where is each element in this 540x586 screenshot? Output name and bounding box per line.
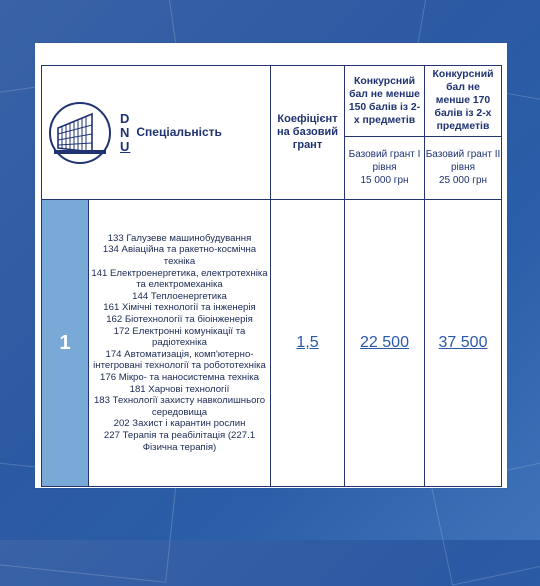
specialties-cell	[89, 200, 271, 487]
specialty-item: 134 Авіаційна та ракетно-космічна техніка	[102, 244, 257, 268]
specialty-item: 162 Біотехнології та біоінженерія	[106, 314, 253, 326]
specialty-item: 144 Теплоенергетика	[132, 290, 227, 302]
grant1-cell	[345, 136, 425, 199]
info-card	[35, 43, 507, 488]
grant1-label: Базовий грант І рівня	[348, 149, 421, 174]
row-number-cell	[42, 200, 89, 487]
coefficient-header-label: Коефіцієнт на базовий грант	[276, 113, 339, 151]
coefficient-header-cell	[271, 66, 345, 200]
specialty-header-cell	[42, 66, 271, 200]
amount150-cell	[345, 200, 425, 487]
amount150-link[interactable]: 22 500	[360, 334, 409, 351]
logo-letter-n: N	[120, 124, 131, 140]
specialty-item: 133 Галузеве машинобудування	[107, 232, 252, 244]
logo-letter-d: D	[120, 110, 131, 126]
specialty-item: 202 Захист і карантин рослин	[113, 418, 246, 430]
grant2-amount: 25 000 грн	[438, 175, 488, 187]
university-building-icon	[46, 98, 114, 168]
specialty-item: 227 Терапія та реабілітація (227.1 Фізична терапія)	[103, 429, 256, 453]
col170-header-label: Конкурсний бал не менше 170 балів із 2-х предметів	[432, 69, 494, 133]
specialty-item: 176 Мікро- та наносистемна техніка	[100, 371, 259, 383]
grant1-amount: 15 000 грн	[360, 175, 409, 187]
col150-header-label: Конкурсний бал не менше 150 балів із 2-х предметів	[348, 75, 421, 126]
specialty-item: 183 Технології захисту навколишнього середовища	[93, 395, 266, 418]
specialty-header-label: Спеціальність	[136, 125, 222, 139]
col170-header-cell	[425, 66, 502, 137]
data-row	[42, 200, 502, 487]
specialty-item: 181 Харчові технології	[129, 383, 230, 395]
coefficient-cell	[271, 200, 345, 487]
col150-header-cell	[345, 66, 425, 137]
row-number: 1	[59, 331, 71, 354]
amount170-link[interactable]: 37 500	[438, 334, 488, 351]
header-row	[42, 66, 502, 137]
amount170-cell	[425, 200, 502, 487]
specialty-item: 161 Хімічні технології та інженерія	[103, 302, 256, 314]
grant-table	[41, 65, 502, 487]
coefficient-value-link[interactable]: 1,5	[296, 334, 319, 351]
specialty-item: 141 Електроенергетика, електротехніка та електромеханіка	[91, 267, 268, 291]
logo-letter-u: U	[120, 138, 131, 154]
dnu-logo-letters	[120, 112, 130, 154]
specialty-item: 172 Електронні комунікації та радіотехніка	[113, 325, 246, 349]
grant2-cell	[425, 136, 502, 199]
grant2-label: Базовий грант ІІ рівня	[425, 149, 501, 174]
specialty-item: 174 Автоматизація, комп'ютерно-інтегровані технології та робототехніка	[93, 348, 266, 372]
